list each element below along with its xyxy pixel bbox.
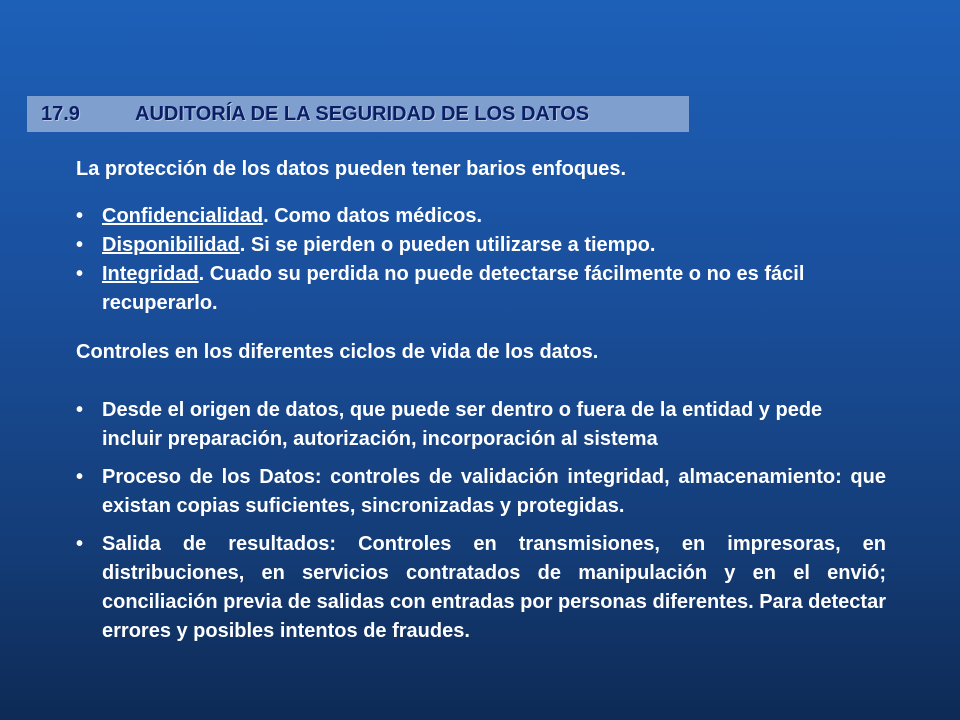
bullet-icon: • [76, 234, 84, 256]
bullet-icon: • [76, 399, 84, 421]
bullet-icon: • [76, 205, 84, 227]
controls-list [76, 396, 886, 655]
bullet-icon: • [76, 466, 84, 488]
term-integridad: Integridad [102, 263, 199, 285]
section-title: AUDITORÍA DE LA SEGURIDAD DE LOS DATOS [135, 102, 590, 125]
desc-disponibilidad: . Si se pierden o pueden utilizarse a tiempo. [239, 234, 656, 256]
list-item-integridad [76, 260, 832, 318]
bullet-icon: • [76, 533, 84, 555]
bullet-icon: • [76, 263, 84, 285]
list-item-confidencialidad [76, 202, 886, 231]
term-disponibilidad: Disponibilidad [102, 234, 240, 256]
control-item-proceso [76, 463, 886, 521]
focus-list [76, 202, 886, 318]
list-item-disponibilidad [76, 231, 886, 260]
desc-confidencialidad: . Como datos médicos. [263, 205, 483, 227]
control-text-origen: Desde el origen de datos, que puede ser dentro o fuera de la entidad y pede incluir preparación, autorización, incorporación al sistema [102, 399, 823, 450]
section-heading [27, 96, 689, 132]
control-text-salida: Salida de resultados: Controles en transmisiones, en impresoras, en distribuciones, en servicios contratados de manipulación y en el envió; conciliación previa de salidas con entradas por personas diferentes. Para detectar errores y posibles intentos de fraudes. [102, 533, 886, 642]
control-item-salida [76, 530, 886, 646]
term-confidencialidad: Confidencialidad [102, 205, 264, 227]
intro-paragraph: La protección de los datos pueden tener barios enfoques. [76, 158, 627, 180]
desc-integridad: . Cuado su perdida no puede detectarse fácilmente o no es fácil recuperarlo. [102, 263, 805, 314]
control-text-proceso: Proceso de los Datos: controles de validación integridad, almacenamiento: que existan copias suficientes, sincronizadas y protegidas. [102, 466, 886, 517]
section-number: 17.9 [41, 102, 80, 125]
control-item-origen [76, 396, 886, 454]
controls-intro: Controles en los diferentes ciclos de vida de los datos. [76, 341, 599, 363]
